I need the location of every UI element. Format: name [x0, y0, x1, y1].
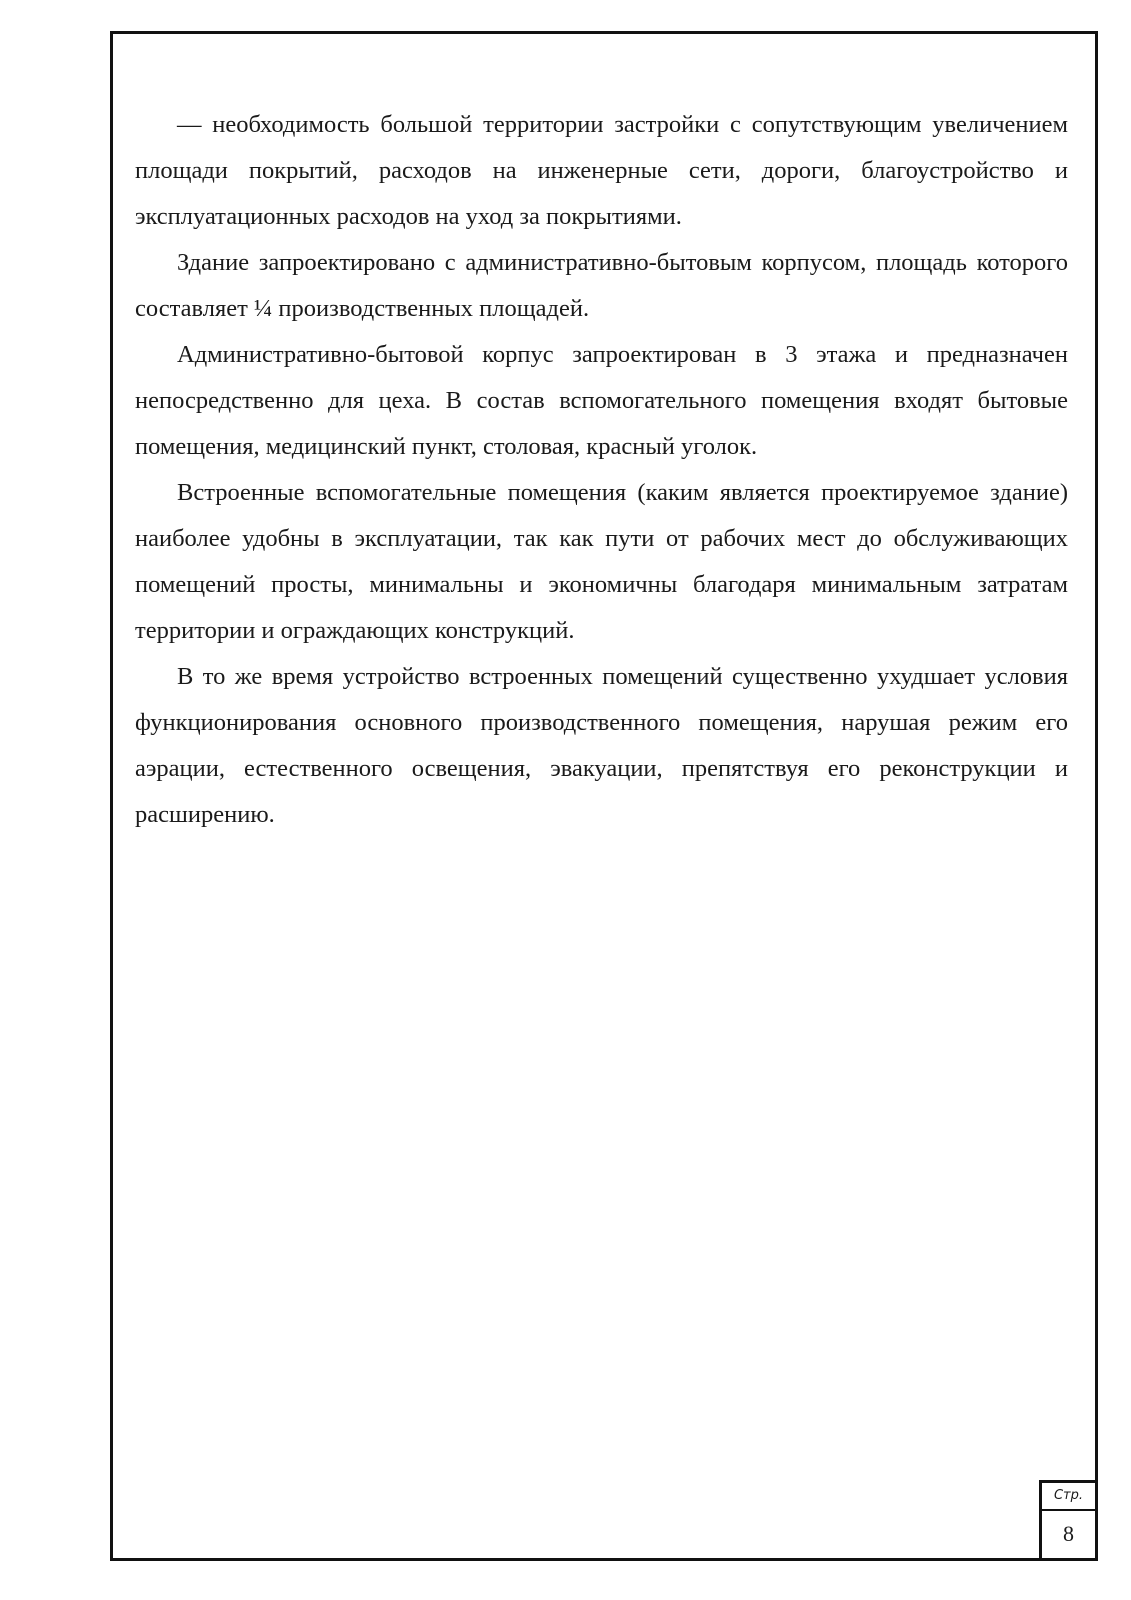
paragraph: В то же время устройство встроенных помещений существенно ухудшает условия функционирования основного производственного помещения, нарушая режим его аэрации, естественного освещения, эвакуации, препятствуя его реконструкции и расширению.	[135, 663, 1068, 828]
paragraph: Административно-бытовой корпус запроектирован в 3 этажа и предназначен непосредственно для цеха. В состав вспомогательного помещения входят бытовые помещения, медицинский пункт, столовая, красный уголок.	[135, 341, 1068, 460]
document-body	[135, 102, 1068, 838]
paragraph: Встроенные вспомогательные помещения (каким является проектируемое здание) наиболее удобны в эксплуатации, так как пути от рабочих мест до обслуживающих помещений просты, минимальны и экономичны благодаря минимальным затратам территории и ограждающих конструкций.	[135, 479, 1068, 644]
page-number-stamp	[1039, 1480, 1095, 1558]
stamp-label: Стр.	[1042, 1483, 1095, 1511]
paragraph: Здание запроектировано с административно-бытовым корпусом, площадь которого составляет ¼ производственных площадей.	[135, 249, 1068, 322]
page-number: 8	[1063, 1521, 1074, 1546]
paragraph: — необходимость большой территории застройки с сопутствующим увеличением площади покрытий, расходов на инженерные сети, дороги, благоустройство и эксплуатационных расходов на уход за покрытиями.	[135, 111, 1068, 230]
